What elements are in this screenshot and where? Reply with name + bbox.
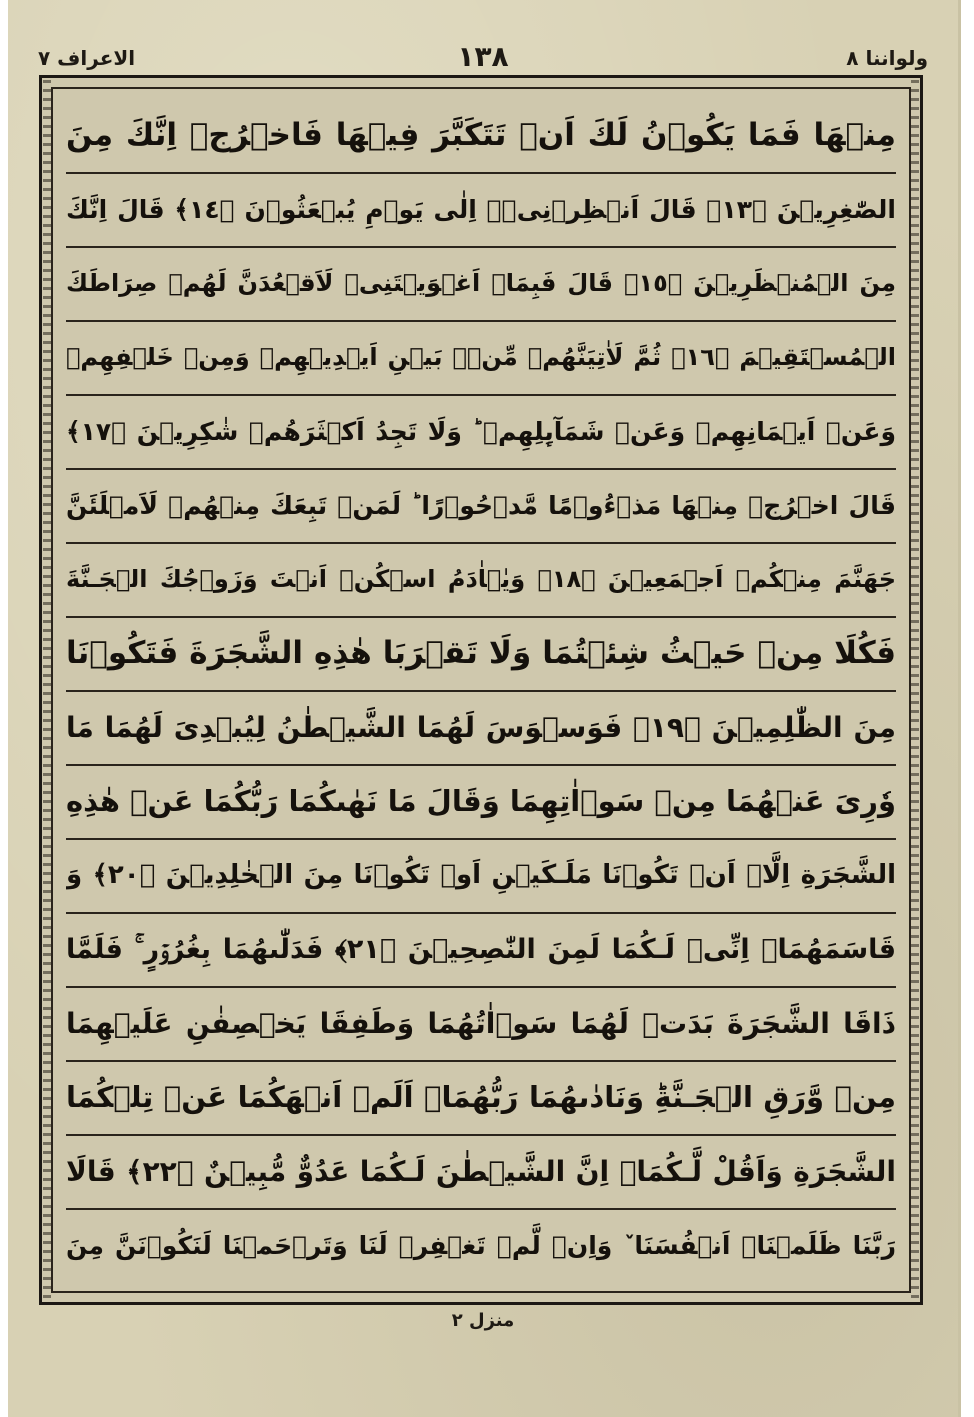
verse-line-text: وٗرِىَ عَنۡهُمَا مِنۡ سَوۡاٰتِهِمَا وَقَالَ مَا نَهٰٮكُمَا رَبُّكُمَا عَنۡ هٰذِهِ xyxy=(66,784,896,819)
verse-line-text: الشَّجَرَةِ وَاَقُلْ لَّـكُمَاۤ اِنَّ الشَّيۡطٰنَ لَـكُمَا عَدُوٌّ مُّبِيۡنٌ ﴿٢٢﴾ قَالَا xyxy=(66,1154,896,1188)
verse-line xyxy=(66,1136,896,1210)
verse-line xyxy=(66,766,896,840)
verse-line xyxy=(66,396,896,470)
verse-line xyxy=(66,840,896,914)
text-frame xyxy=(39,75,923,1305)
verse-line-text: الشَّجَرَةِ اِلَّاۤ اَنۡ تَكُوۡنَا مَلَـكَيۡنِ اَوۡ تَكُوۡنَا مِنَ الۡخٰلِدِيۡنَ ﴿٢٠﴾ وَ xyxy=(66,860,896,891)
verse-line-text: مِنَ الۡمُنۡظَرِيۡنَ ﴿١٥﴾ قَالَ فَبِمَاۤ اَغۡوَيۡتَنِىۡ لَاَقۡعُدَنَّ لَهُمۡ صِرَاطَكَ xyxy=(66,269,896,298)
verse-line xyxy=(66,470,896,544)
verse-line-text: مِنۡهَا فَمَا يَكُوۡنُ لَكَ اَنۡ تَتَكَبَّرَ فِيۡهَا فَاخۡرُجۡ اِنَّكَ مِنَ xyxy=(66,117,896,154)
verse-line-text: وَعَنۡ اَيۡمَانِهِمۡ وَعَنۡ شَمَآٮِٕلِهِمۡ‌ ؕ وَلَا تَجِدُ اَكۡثَرَهُمۡ شٰكِرِيۡنَ ﴿١٧﴾ xyxy=(66,416,896,446)
verse-line-text: الۡمُسۡتَقِيۡمَ ﴿١٦﴾ ثُمَّ لَاٰتِيَنَّهُمۡ مِّنۡۢ بَيۡنِ اَيۡدِيۡهِمۡ وَمِنۡ خَلۡفِهِمۡ xyxy=(66,343,896,372)
verse-line-text: مِنۡ وَّرَقِ الۡجَـنَّةِ‌ؕ وَنَادٰٮهُمَا رَبُّهُمَاۤ اَلَمۡ اَنۡهَكُمَا عَنۡ تِلۡكُمَا xyxy=(66,1080,896,1115)
surah-title: الاعراف ٧ xyxy=(38,46,136,70)
page-number: ١٣٨ xyxy=(457,40,509,73)
verse-line xyxy=(66,1210,896,1282)
verse-line-text: جَهَنَّمَ مِنۡكُمۡ اَجۡمَعِيۡنَ ﴿١٨﴾ وَيٰۤاٰدَمُ اسۡكُنۡ اَنۡتَ وَزَوۡجُكَ الۡجَـنَّةَ xyxy=(66,565,896,594)
verse-line-text: قَالَ اخۡرُجۡ مِنۡهَا مَذۡءُوۡمًا مَّدۡحُوۡرًا‌ ؕ لَمَنۡ تَبِعَكَ مِنۡهُمۡ لَاَمۡلَئَنَّ xyxy=(66,490,896,520)
verse-line-text: قَاسَمَهُمَاۤ اِنِّىۡ لَـكُمَا لَمِنَ النّٰصِحِيۡنَ ﴿٢١﴾ فَدَلّٰٮهُمَا بِغُرُوۡرٍ‌ ۚ فَلَمَّا xyxy=(66,934,896,966)
verse-line xyxy=(66,988,896,1062)
running-head xyxy=(38,40,928,80)
verse-line xyxy=(66,914,896,988)
verse-line xyxy=(66,174,896,248)
verse-line-text: فَكُلَا مِنۡ حَيۡثُ شِئۡتُمَا وَلَا تَقۡرَبَا هٰذِهِ الشَّجَرَةَ فَتَكُوۡنَا xyxy=(66,635,896,672)
verse-line xyxy=(66,618,896,692)
verse-line-text: ذَاقَا الشَّجَرَةَ بَدَتۡ لَهُمَا سَوۡاٰتُهُمَا وَطَفِقَا يَخۡصِفٰنِ عَلَيۡهِمَا xyxy=(66,1006,896,1040)
verse-line xyxy=(66,692,896,766)
manzil-marker: منزل ٢ xyxy=(451,1310,515,1331)
verse-line xyxy=(66,1062,896,1136)
verse-line-text: مِنَ الظّٰلِمِيۡنَ ﴿١٩﴾ فَوَسۡوَسَ لَهُمَا الشَّيۡطٰنُ لِيُبۡدِىَ لَهُمَا مَا xyxy=(66,710,896,744)
frame-ornament-right xyxy=(911,80,919,1300)
verse-lines xyxy=(66,100,896,1282)
verse-line xyxy=(66,248,896,322)
juz-title: ولواننا ٨ xyxy=(846,46,928,70)
verse-line xyxy=(66,544,896,618)
frame-ornament-left xyxy=(43,80,51,1300)
quran-page xyxy=(8,0,961,1417)
verse-line xyxy=(66,100,896,174)
verse-line-text: رَبَّنَا ظَلَمۡنَاۤ اَنۡفُسَنَا ٚ وَاِنۡ لَّمۡ تَغۡفِرۡ لَنَا وَتَرۡحَمۡنَا لَنَكُوۡنَنَّ مِنَ xyxy=(66,1230,896,1260)
verse-line xyxy=(66,322,896,396)
verse-line-text: الصّٰغِرِيۡنَ ﴿١٣﴾ قَالَ اَنۡظِرۡنِىۡۤ اِلٰى يَوۡمِ يُبۡعَثُوۡنَ ﴿١٤﴾ قَالَ اِنَّكَ xyxy=(66,194,896,224)
